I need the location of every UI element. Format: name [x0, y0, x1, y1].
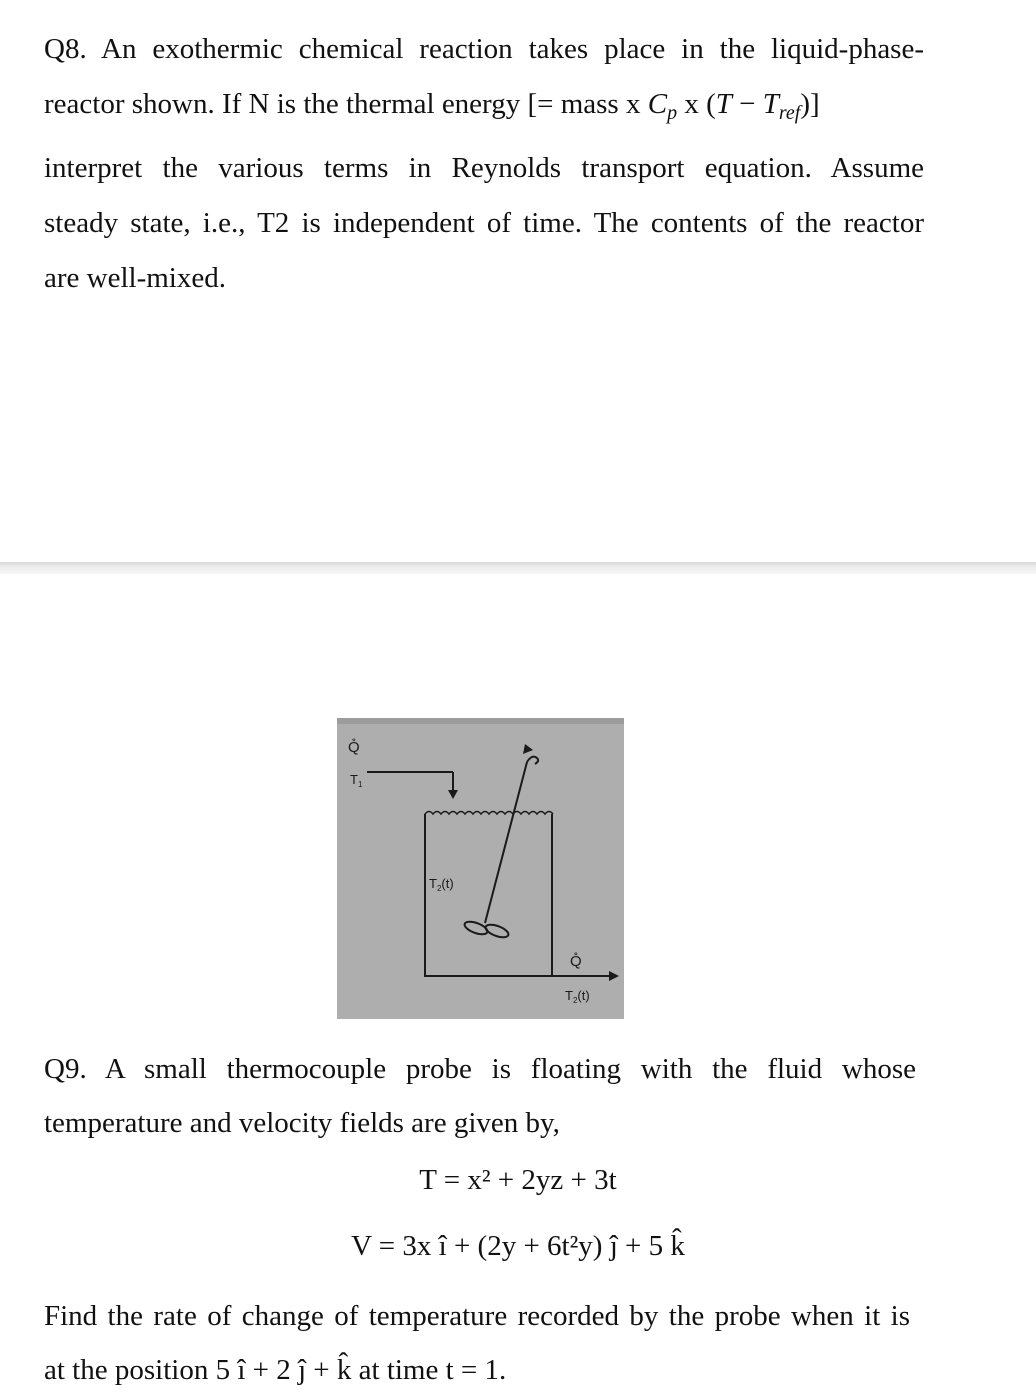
- tref-subscript: ref: [778, 102, 801, 124]
- question-9-task: [44, 1289, 910, 1397]
- q9-line-4: at the position 5 î + 2 ĵ + k̂ at time t = 1.: [44, 1354, 507, 1386]
- question-8: [44, 22, 924, 306]
- tank-temperature-label: [429, 876, 454, 893]
- rotation-arrow-icon: [523, 744, 533, 754]
- cp-subscript: p: [667, 102, 678, 124]
- t2-inside-suffix: (t): [441, 876, 454, 891]
- stirrer-shaft: [485, 762, 527, 923]
- q9-line-3: Find the rate of change of temperature recorded by the probe when it is: [44, 1300, 910, 1332]
- question-9: [44, 1042, 916, 1150]
- t2-inside-letter: T: [429, 876, 437, 891]
- figure-top-edge: [337, 718, 624, 724]
- cp-symbol: C: [647, 88, 668, 120]
- velocity-field-equation: V = 3x î + (2y + 6t²y) ĵ + 5 k̂: [351, 1230, 685, 1262]
- minus-sign: −: [731, 88, 763, 120]
- t2-out-letter: T: [565, 988, 573, 1003]
- impeller-blade-right: [484, 922, 510, 940]
- reactor-tank: [425, 814, 552, 976]
- q9-line-2: temperature and velocity fields are given by,: [44, 1107, 560, 1139]
- outlet-q-label: Q̊: [570, 953, 582, 970]
- reactor-diagram: [337, 718, 624, 1019]
- t1-letter: T: [350, 772, 358, 787]
- reactor-figure: [337, 718, 624, 1019]
- q8-line-4: steady state, i.e., T2 is independent of time. The contents of the reactor: [44, 207, 924, 239]
- outlet-arrow-icon: [609, 971, 619, 981]
- q8-line-1: Q8. An exothermic chemical reaction takes place in the liquid-phase-: [44, 33, 924, 65]
- stirrer-motor-icon: [527, 757, 538, 764]
- t1-subscript: 1: [357, 780, 363, 789]
- t2-out-suffix: (t): [577, 988, 590, 1003]
- inlet-t1-label: [350, 772, 363, 789]
- tref-symbol: T: [762, 88, 779, 120]
- inlet-q-label: Q̊: [348, 739, 360, 756]
- q9-line-1: Q9. A small thermocouple probe is floating with the fluid whose: [44, 1053, 916, 1085]
- t-symbol: T: [715, 88, 732, 120]
- liquid-surface: [425, 812, 553, 815]
- t2-inside-subscript: 2: [436, 884, 442, 893]
- q8-line-3: interpret the various terms in Reynolds transport equation. Assume: [44, 152, 924, 184]
- q8-line-5: are well-mixed.: [44, 262, 226, 294]
- t2-out-subscript: 2: [572, 996, 578, 1005]
- inlet-arrow-icon: [448, 790, 458, 799]
- temperature-field-equation: T = x² + 2yz + 3t: [419, 1164, 617, 1196]
- q8-line-2-end: )]: [800, 88, 820, 120]
- page-divider: [0, 562, 1036, 574]
- q8-line-2: [44, 77, 924, 141]
- q8-line-2-text: reactor shown. If N is the thermal energy [= mass x: [44, 88, 648, 120]
- q8-line-2-mid: x (: [677, 88, 716, 120]
- outlet-temperature-label: [565, 988, 590, 1005]
